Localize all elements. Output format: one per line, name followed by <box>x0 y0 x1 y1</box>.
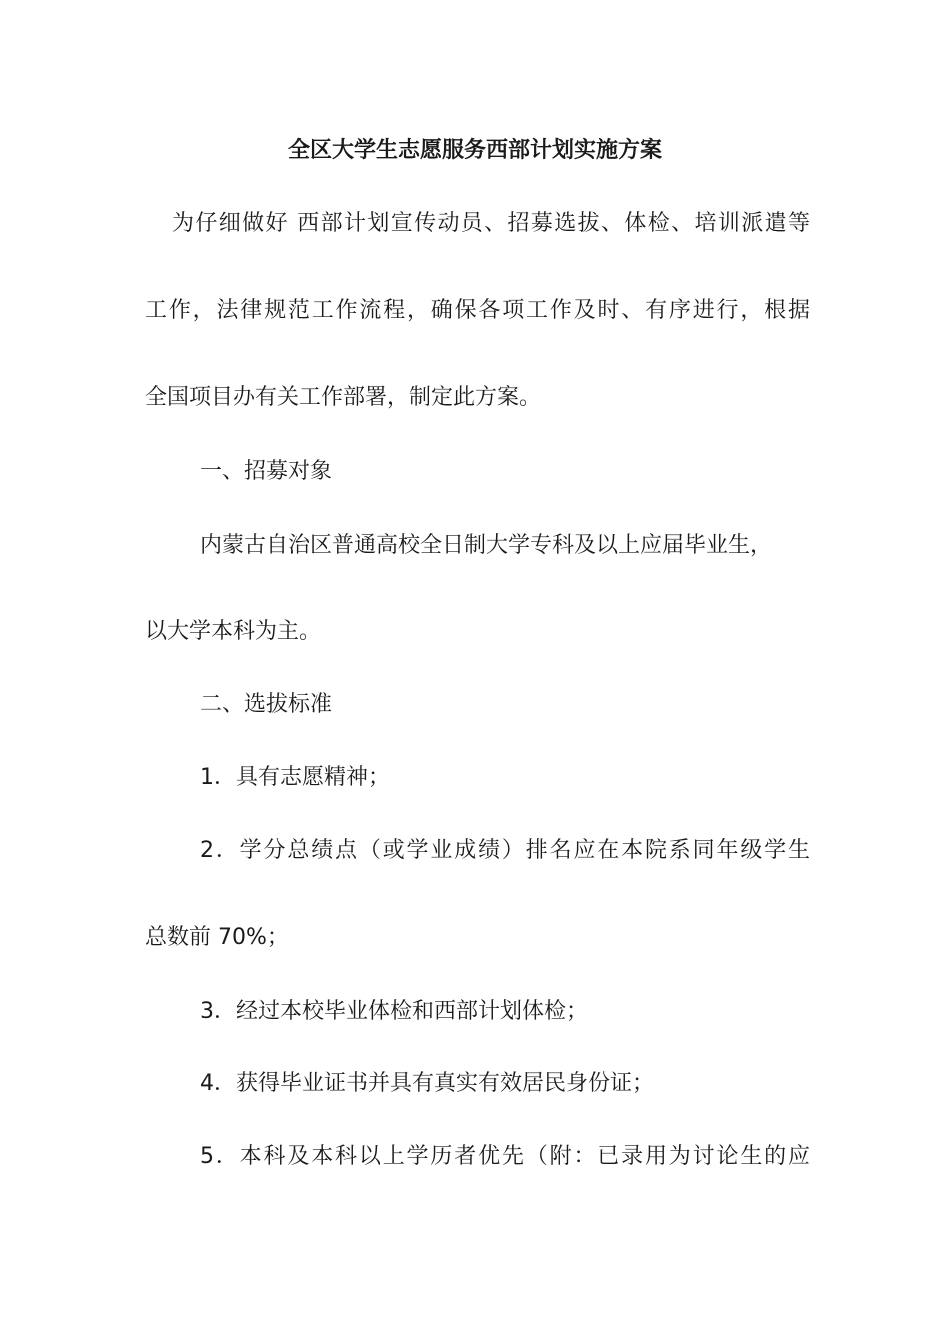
section-heading-recruitment-target: 一、招募对象 <box>200 459 333 484</box>
list-item: 3．经过本校毕业体检和西部计划体检； <box>200 999 588 1024</box>
paragraph-line: 全国项目办有关工作部署，制定此方案。 <box>145 385 542 410</box>
paragraph-line: 以大学本科为主。 <box>145 619 322 644</box>
paragraph-line: 内蒙古自治区普通高校全日制大学专科及以上应届毕业生， <box>200 533 773 558</box>
list-item: 4．获得毕业证书并具有真实有效居民身份证； <box>200 1071 654 1096</box>
section-heading-selection-criteria: 二、选拔标准 <box>200 692 333 717</box>
list-item: 5．本科及本科以上学历者优先（附：已录用为讨论生的应 <box>200 1144 810 1169</box>
list-item-continuation: 总数前 70%； <box>145 925 289 950</box>
list-item: 2．学分总绩点（或学业成绩）排名应在本院系同年级学生 <box>200 838 810 863</box>
document-title: 全区大学生志愿服务西部计划实施方案 <box>287 138 662 163</box>
paragraph-line: 为仔细做好 西部计划宣传动员、招募选拔、体检、培训派遣等 <box>172 211 810 236</box>
list-item: 1．具有志愿精神； <box>200 765 390 790</box>
paragraph-line: 工作，法律规范工作流程，确保各项工作及时、有序进行，根据 <box>145 298 810 323</box>
